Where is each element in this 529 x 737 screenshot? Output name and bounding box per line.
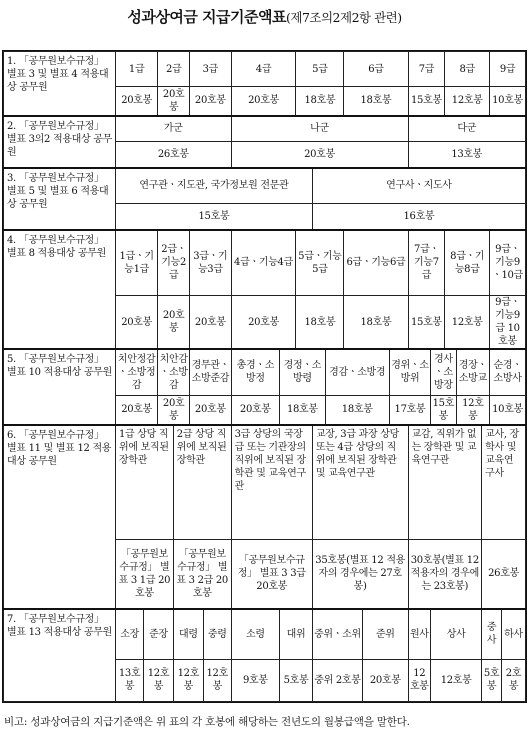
- row7-label: 7. 「공무원보수규정」 별표 13 적용대상 공무원: [4, 609, 116, 701]
- grade-cell: 7급ㆍ기능7급: [408, 230, 445, 296]
- grade-cell: 2급: [158, 52, 190, 87]
- grade-cell: 중령: [203, 609, 231, 659]
- step-cell: 18호봉: [344, 296, 408, 350]
- step-cell: 15호봉: [408, 296, 445, 350]
- grade-cell: 하사: [502, 609, 526, 659]
- title-sub: (제7조의2제2항 관련): [286, 10, 402, 25]
- row2-grades: [4, 116, 526, 142]
- grade-cell: 3급ㆍ기능3급: [190, 230, 232, 296]
- grade-cell: 4급ㆍ기능4급: [231, 230, 296, 296]
- grade-cell: 6급ㆍ기능6급: [344, 230, 408, 296]
- document-title: [0, 6, 529, 27]
- row2-label: 2. 「공무원보수규정」 별표 3의2 적용대상 공무원: [4, 116, 116, 168]
- grade-cell: 1급 상당 직위에 보직된 장학관: [116, 425, 174, 539]
- step-cell: 20호봉: [190, 395, 232, 425]
- row6-grades: [4, 425, 526, 539]
- grade-cell: 대위: [280, 609, 313, 659]
- grade-cell: 경위ㆍ소방위: [389, 349, 430, 395]
- step-cell: 「공무원보수규정」 별표 3 1급 20호봉: [116, 539, 174, 609]
- step-cell: 5호봉: [482, 659, 502, 701]
- grade-cell: 7급: [408, 52, 445, 87]
- step-cell: 13호봉: [116, 659, 144, 701]
- grade-cell: 2급 상당 직위에 보직된 장학관: [173, 425, 231, 539]
- step-cell: 20호봉: [116, 87, 158, 116]
- grade-cell: 대령: [173, 609, 203, 659]
- row5-grades: [4, 349, 526, 395]
- step-cell: 20호봉: [190, 87, 232, 116]
- step-cell: 「공무원보수규정」 별표 3 2급 20호봉: [173, 539, 231, 609]
- grade-cell: 다군: [408, 116, 526, 142]
- step-cell: 12호봉: [445, 296, 490, 350]
- row7-grades: [4, 609, 526, 659]
- step-cell: 12호봉: [456, 395, 489, 425]
- grade-cell: 중위ㆍ소위: [312, 609, 362, 659]
- row6-label: 6. 「공무원보수규정」 별표 11 및 별표 12 적용대상 공무원: [4, 425, 116, 609]
- row4-grades: [4, 230, 526, 296]
- grade-cell: 총경ㆍ소방정: [231, 349, 280, 395]
- grade-cell: 치안감ㆍ소방감: [158, 349, 190, 395]
- step-cell: 10호봉: [490, 87, 526, 116]
- grade-cell: 4급: [231, 52, 296, 87]
- row5-label: 5. 「공무원보수규정」 별표 10 적용대상 공무원: [4, 349, 116, 425]
- grade-cell: 경장ㆍ소방교: [456, 349, 489, 395]
- step-cell: 20호봉: [231, 296, 296, 350]
- step-cell: 12호봉: [144, 659, 174, 701]
- grade-cell: 1급: [116, 52, 158, 87]
- row3-label: 3. 「공무원보수규정」 별표 5 및 별표 6 적용대상 공무원: [4, 168, 116, 230]
- step-cell: 26호봉: [482, 539, 526, 609]
- step-cell: 12호봉: [203, 659, 231, 701]
- row3-grades: [4, 168, 526, 204]
- grade-cell: 교사, 장학사 및 교육연구사: [482, 425, 526, 539]
- grade-cell: 중사: [482, 609, 502, 659]
- step-cell: 20호봉: [158, 395, 190, 425]
- grade-cell: 경무관ㆍ소방준감: [190, 349, 232, 395]
- grade-cell: 준위: [363, 609, 408, 659]
- row1-grades: [4, 52, 526, 87]
- step-cell: 18호봉: [325, 395, 389, 425]
- grade-cell: 경감ㆍ소방경: [325, 349, 389, 395]
- step-cell: 5호봉: [280, 659, 313, 701]
- step-cell: 20호봉: [231, 87, 296, 116]
- step-cell: 20호봉: [158, 296, 190, 350]
- step-cell: 13호봉: [408, 142, 526, 168]
- grade-cell: 5급ㆍ기능5급: [296, 230, 344, 296]
- step-cell: 20호봉: [363, 659, 408, 701]
- grade-cell: 6급: [344, 52, 408, 87]
- footnote: 비고: 성과상여금의 지급기준액은 위 표의 각 호봉에 해당하는 전년도의 월봉급액을 말한다.: [4, 716, 410, 728]
- step-cell: 12호봉: [445, 87, 490, 116]
- grade-cell: 9급: [490, 52, 526, 87]
- step-cell: 2호봉: [502, 659, 526, 701]
- grade-cell: 2급ㆍ기능2급: [158, 230, 190, 296]
- step-cell: 「공무원보수규정」 별표 3 3급 20호봉: [231, 539, 312, 609]
- title-text: 성과상여금 지급기준액표: [127, 8, 286, 26]
- grade-cell: 상사: [431, 609, 482, 659]
- grade-cell: 소령: [231, 609, 280, 659]
- step-cell: 12호봉: [408, 659, 431, 701]
- step-cell: 12호봉: [173, 659, 203, 701]
- step-cell: 20호봉: [116, 395, 158, 425]
- grade-cell: 교장, 3급 과장 상당 또는 4급 상당의 직위에 보직된 장학관 및 교육연구관: [312, 425, 408, 539]
- row4-label: 4. 「공무원보수규정」 별표 8 적용대상 공무원: [4, 230, 116, 350]
- step-cell: 16호봉: [312, 204, 525, 230]
- step-cell: 20호봉: [158, 87, 190, 116]
- step-cell: 15호봉: [408, 87, 445, 116]
- step-cell: 18호봉: [296, 296, 344, 350]
- grade-cell: 3급: [190, 52, 232, 87]
- step-cell: 30호봉(별표 12 적용자의 경우에는 23호봉): [408, 539, 482, 609]
- grade-cell: 원사: [408, 609, 431, 659]
- step-cell: 20호봉: [231, 395, 280, 425]
- grade-cell: 교감, 직위가 없는 장학관 및 교육연구관: [408, 425, 482, 539]
- step-cell: 20호봉: [231, 142, 408, 168]
- grade-cell: 치안정감ㆍ소방정감: [116, 349, 158, 395]
- step-cell: 18호봉: [344, 87, 408, 116]
- step-cell: 10호봉: [490, 395, 526, 425]
- grade-cell: 8급ㆍ기능8급: [445, 230, 490, 296]
- criteria-table: [2, 50, 527, 703]
- step-cell: 17호봉: [389, 395, 430, 425]
- step-cell: 35호봉(별표 12 적용자의 경우에는 27호봉): [312, 539, 408, 609]
- step-cell: 20호봉: [116, 296, 158, 350]
- grade-cell: 경사ㆍ소방장: [431, 349, 456, 395]
- step-cell: 9급ㆍ기능9급 10호봉: [490, 296, 526, 350]
- step-cell: 15호봉: [431, 395, 456, 425]
- step-cell: 20호봉: [190, 296, 232, 350]
- step-cell: 18호봉: [280, 395, 326, 425]
- grade-cell: 소장: [116, 609, 144, 659]
- grade-cell: 순경ㆍ소방사: [490, 349, 526, 395]
- step-cell: 18호봉: [296, 87, 344, 116]
- step-cell: 15호봉: [116, 204, 313, 230]
- grade-cell: 5급: [296, 52, 344, 87]
- grade-cell: 1급ㆍ기능1급: [116, 230, 158, 296]
- step-cell: 26호봉: [116, 142, 232, 168]
- grade-cell: 연구관ㆍ지도관, 국가정보원 전문관: [116, 168, 313, 204]
- grade-cell: 나군: [231, 116, 408, 142]
- grade-cell: 준장: [144, 609, 174, 659]
- grade-cell: 가군: [116, 116, 232, 142]
- grade-cell: 경정ㆍ소방령: [280, 349, 326, 395]
- grade-cell: 9급ㆍ기능9ㆍ10급: [490, 230, 526, 296]
- grade-cell: 8급: [445, 52, 490, 87]
- step-cell: 중위 2호봉: [312, 659, 362, 701]
- row1-label: 1. 「공무원보수규정」 별표 3 및 별표 4 적용대상 공무원: [4, 52, 116, 116]
- grade-cell: 연구사ㆍ지도사: [312, 168, 525, 204]
- step-cell: 9호봉: [231, 659, 280, 701]
- grade-cell: 3급 상당의 국장급 또는 기관장의 직위에 보직된 장학관 및 교육연구관: [231, 425, 312, 539]
- step-cell: 12호봉: [431, 659, 482, 701]
